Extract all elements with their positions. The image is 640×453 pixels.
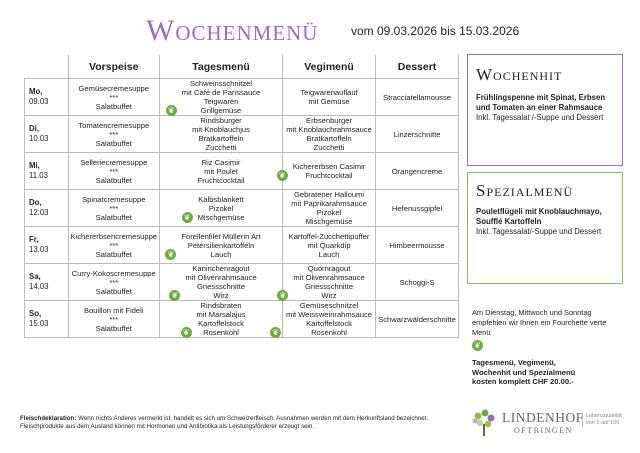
vegimenu-cell (278, 153, 376, 190)
starter-salad: Salatbuffet (95, 249, 132, 259)
vegimenu-cell (279, 264, 376, 301)
dish-line: mit Café de Parissauce (181, 88, 261, 97)
lindenhof-logo (470, 408, 630, 440)
tagesmenu-cell (160, 301, 283, 338)
dish-line: Zucchetti (205, 143, 237, 152)
tagesmenu-cell (160, 227, 283, 264)
vegimenu-cell (283, 227, 376, 264)
dish-line: Schweinsschnitzel (190, 79, 253, 88)
dessert-cell (376, 264, 459, 301)
starter-soup: Gemüsecremesuppe (78, 83, 150, 93)
starter-salad: Salatbuffet (95, 138, 132, 148)
tagesmenu-cell (160, 116, 283, 153)
day-cell (25, 264, 69, 301)
vorspeise-cell (68, 153, 160, 190)
page-title: Wochenmenü (146, 14, 319, 47)
day-date: 15.03 (29, 319, 49, 328)
starter-separator: *** (109, 314, 119, 324)
dish-line: Bratkartoffeln (306, 134, 352, 143)
starter-salad: Salatbuffet (95, 101, 132, 111)
dish-line: Gemüseschnitzel (299, 301, 359, 310)
dish-line: Mischgemüse (197, 212, 245, 222)
dessert-name: Schwarzwälderschnitte (378, 314, 456, 324)
header-tagesmenu: Tagesmenü (160, 55, 283, 79)
dish-line: Rosenkohl (311, 328, 347, 337)
logo-name: LINDENHOF (502, 410, 584, 425)
header-dessert: Dessert (376, 55, 459, 79)
fourchette-note (472, 308, 622, 351)
dish-line: Gebratener Halloumi (293, 190, 365, 199)
dish-line: mit Gemüse (308, 97, 350, 106)
dish-line: Lauch (210, 249, 232, 259)
dish-line: Teigwaren (203, 97, 239, 106)
tagesmenu-cell (160, 153, 283, 190)
menu-body (25, 79, 459, 338)
dessert-name: Schoggi-S (399, 277, 435, 287)
starter-soup: Curry-Kokoscremesuppe (71, 268, 156, 278)
fourchette-verte-icon: ❦ (169, 290, 180, 301)
day-name: Mo, (29, 87, 43, 96)
starter-soup: Kichererbsencremesuppe (70, 231, 158, 241)
table-row (25, 301, 459, 338)
dish-line: Pizokel (208, 203, 234, 213)
day-name: So, (29, 309, 42, 318)
vegimenu-cell-dish (286, 116, 372, 152)
dish-line: Kartoffelstock (306, 319, 352, 328)
dish-line: Lauch (318, 249, 340, 259)
starter-soup: Bouillon mit Fideli (84, 305, 144, 315)
dish-line: Rosenkohl (203, 328, 239, 337)
dessert-name: Orangencreme (391, 166, 443, 176)
vegimenu-cell-dish (279, 264, 365, 300)
fourchette-verte-icon: ❦ (270, 327, 281, 338)
header-vegimenu: Vegimenü (283, 55, 376, 79)
dish-line: Fruchtcocktail (197, 175, 245, 185)
dish-line: mit Knoblauchjus (192, 125, 250, 134)
dish-line: Zucchetti (313, 143, 345, 152)
dish-line: Petersilienkartoffeln (187, 240, 255, 250)
fourchette-verte-icon: ❦ (181, 327, 192, 338)
vegimenu-cell (272, 301, 376, 338)
starter-salad: Salatbuffet (95, 286, 132, 296)
spezialmenu-heading: Spezialmenü (476, 181, 574, 200)
day-date: 13.03 (29, 245, 49, 254)
day-name: Sa, (29, 272, 41, 281)
dish-line: Forellenfilet Müllerin Art (181, 231, 261, 241)
table-row (25, 116, 459, 153)
starter-separator: *** (109, 203, 119, 213)
dish-line: Erbsenburger (306, 116, 353, 125)
meat-declaration (20, 415, 460, 431)
dish-line: Kaninchenragout (192, 264, 250, 273)
day-date: 11.03 (29, 171, 48, 180)
tagesmenu-cell-dish (167, 79, 261, 115)
vorspeise-cell (68, 190, 160, 227)
menu-table (24, 55, 459, 338)
day-cell (25, 116, 69, 153)
fourchette-verte-icon: ❦ (182, 212, 193, 223)
dessert-cell (376, 153, 459, 190)
starter-salad: Salatbuffet (95, 212, 132, 222)
header-blank (25, 55, 69, 79)
price-summary (472, 358, 627, 387)
day-cell (25, 227, 69, 264)
starter-separator: *** (109, 240, 119, 250)
day-name: Do, (29, 198, 42, 207)
day-cell (25, 190, 69, 227)
fourchette-note-text: Am Dienstag, Mittwoch und Sonntag empfehlen wir Ihnen ein Fourchette verte Menü (472, 308, 607, 337)
fourchette-verte-icon: ❦ (166, 105, 177, 116)
day-cell (25, 301, 69, 338)
dish-line: Wirz (321, 291, 337, 300)
wochenhit-dish: Frühlingspenne mit Spinat, Erbsen und Tomaten an einer Rahmsauce (476, 93, 606, 112)
spezialmenu-dish: Pouletflügeli mit Knoblauchmayo, Soufflé Kartoffeln (476, 207, 602, 226)
day-name: Fr, (29, 235, 39, 244)
dessert-name: Stracciatellamousse (383, 92, 451, 102)
dish-line: Wirz (213, 291, 229, 300)
tagesmenu-cell-dish (167, 231, 261, 259)
starter-soup: Spinatcremesuppe (82, 194, 146, 204)
dish-line: Bratkartoffeln (198, 134, 244, 143)
dessert-cell (376, 190, 459, 227)
declaration-text-1: Wenn nichts Anderes vermerkt ist, handelt es sich um Schweizerfleisch. Ausnahmen werden mit dem Herkunftsland bezeichnet. (76, 415, 429, 422)
spezialmenu-box (467, 172, 623, 284)
tagesmenu-cell-dish (192, 116, 250, 152)
vegimenu-cell (283, 79, 376, 116)
dish-line: Rindsbraten (200, 301, 242, 310)
vorspeise-cell (68, 227, 160, 264)
dish-line: mit Weissweinrahmsauce (286, 310, 372, 319)
tagesmenu-cell-dish (183, 194, 245, 222)
starter-separator: *** (109, 92, 119, 102)
logo-tagline-2: von 0 auf 100 (586, 420, 620, 426)
vegimenu-cell (283, 190, 376, 227)
tagesmenu-cell (160, 79, 283, 116)
dish-line: Fruchtcocktail (305, 171, 353, 180)
dish-line: mit Olivenrahmsauce (185, 273, 257, 282)
summary-line-1: Tagesmenü, Vegimenü, (472, 358, 556, 367)
dish-line: mit Marsalajus (196, 310, 246, 319)
tagesmenu-cell-dish (182, 301, 246, 337)
tagesmenu-cell (160, 190, 283, 227)
dish-line: mit Olivenrahmsauce (293, 273, 365, 282)
table-row (25, 79, 459, 116)
dish-line: mit Paprikarahmsauce (291, 199, 367, 208)
fourchette-verte-icon: ❦ (165, 249, 176, 260)
dish-line: mit Quarkdip (307, 240, 351, 250)
starter-salad: Salatbuffet (95, 323, 132, 333)
vegimenu-cell-dish (272, 301, 372, 337)
dish-line: Mischgemüse (305, 217, 353, 226)
dish-line: Teigwarenauflauf (300, 88, 358, 97)
fourchette-verte-icon: ❦ (277, 170, 288, 181)
vorspeise-cell (68, 264, 160, 301)
tagesmenu-cell (160, 264, 283, 301)
dish-line: Kartoffelstock (198, 319, 244, 328)
day-cell (25, 79, 69, 116)
day-date: 09.03 (29, 97, 49, 106)
table-row (25, 190, 459, 227)
starter-soup: Tomatencremesuppe (78, 120, 150, 130)
vegimenu-cell-dish (289, 232, 370, 259)
day-name: Mi, (29, 161, 40, 170)
starter-separator: *** (109, 166, 119, 176)
table-row (25, 264, 459, 301)
vegimenu-cell (283, 116, 376, 153)
dessert-cell (376, 301, 459, 338)
dessert-cell (376, 79, 459, 116)
table-header-row (25, 55, 459, 79)
dish-line: Kalbsblankett (198, 194, 244, 204)
wochenhit-heading: Wochenhit (476, 65, 563, 84)
header (0, 14, 640, 48)
day-name: Di, (29, 124, 39, 133)
vorspeise-cell (68, 116, 160, 153)
spezialmenu-sub: Inkl. Tagessalat/-Suppe und Dessert (476, 227, 602, 236)
wochenhit-box (467, 54, 623, 166)
summary-line-2: Wochenhit und Spezialmenü (472, 367, 576, 377)
header-vorspeise: Vorspeise (68, 55, 160, 79)
logo-tagline (582, 413, 622, 427)
table-row (25, 227, 459, 264)
dish-line: Rindsburger (200, 116, 242, 125)
starter-separator: *** (109, 129, 119, 139)
day-date: 14.03 (29, 282, 49, 291)
starter-separator: *** (109, 277, 119, 287)
wochenhit-sub: Inkl. Tagessalat /-Suppe und Dessert (476, 113, 604, 122)
tagesmenu-cell-dish (198, 158, 245, 185)
dessert-name: Linzerschnitte (393, 129, 441, 139)
dish-line: Grillgemüse (200, 106, 242, 115)
dish-line: Griessschnitte (304, 282, 354, 291)
declaration-label: Fleischdeklaration: (20, 415, 77, 422)
starter-salad: Salatbuffet (95, 175, 132, 185)
date-range: vom 09.03.2026 bis 15.03.2026 (351, 24, 520, 38)
dish-line: Kartoffel-Zucchettipuffer (288, 231, 370, 241)
logo-place: OFTRINGEN (514, 426, 573, 435)
summary-line-3: kosten komplett CHF 20.00.- (472, 377, 574, 386)
fourchette-verte-icon: ❦ (277, 290, 288, 301)
day-date: 12.03 (29, 208, 49, 217)
dessert-name: Hefenussgipfel (391, 203, 443, 213)
fourchette-verte-icon: ❦ (472, 340, 483, 351)
dish-line: mit Knoblauchrahmsauce (286, 125, 372, 134)
vorspeise-cell (68, 79, 160, 116)
dish-line: Quornragout (307, 264, 351, 273)
dish-line: Riz Casimir (201, 157, 241, 167)
tagesmenu-cell-dish (171, 264, 257, 300)
vegimenu-cell-dish (300, 88, 357, 106)
vegimenu-cell-dish (278, 162, 366, 180)
day-cell (25, 153, 69, 190)
dish-line: mit Poulet (204, 166, 238, 176)
dessert-cell (376, 227, 459, 264)
vegimenu-cell-dish (291, 190, 367, 226)
starter-soup: Selleriecremesuppe (80, 157, 148, 167)
dish-line: Kichererbsen Casimir (292, 162, 366, 171)
day-date: 10.03 (29, 134, 49, 143)
dessert-name: Himbeermousse (389, 240, 445, 250)
dish-line: Griessschnitte (196, 282, 246, 291)
dish-line: Pizokel (316, 208, 342, 217)
tree-logo-icon (470, 408, 498, 438)
dessert-cell (376, 116, 459, 153)
vorspeise-cell (68, 301, 160, 338)
table-row (25, 153, 459, 190)
declaration-text-2: Fleischprodukte aus dem Ausland können mit Hormonen und Antibiotika als Leistungsförderer erzeugt sein. (20, 423, 315, 430)
logo-tagline-1: Lebensqualität (586, 413, 622, 419)
